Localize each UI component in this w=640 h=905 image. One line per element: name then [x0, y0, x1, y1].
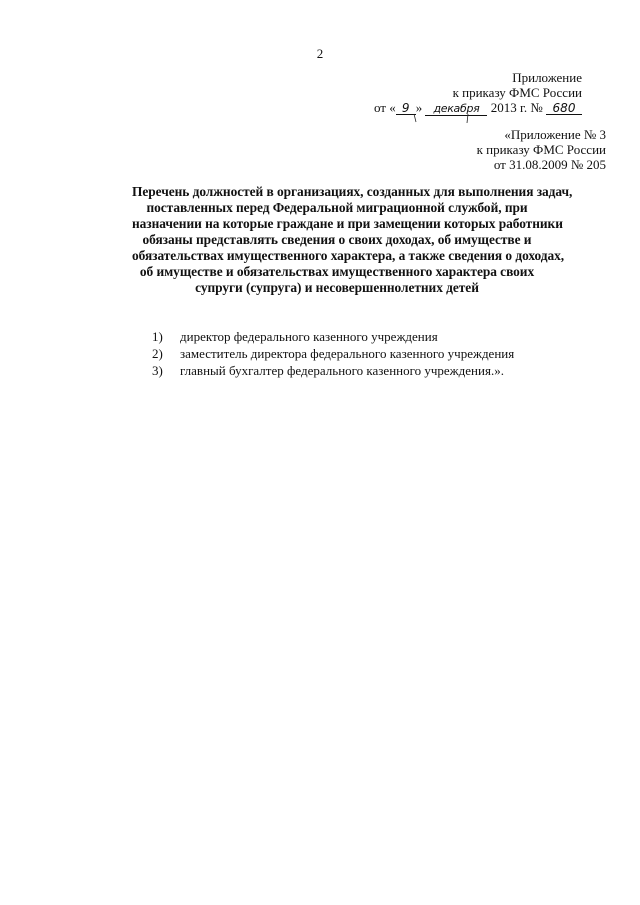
list-item: [152, 328, 514, 345]
year-and-number-label: 2013 г. №: [490, 100, 543, 115]
list-item: [152, 362, 514, 379]
handwritten-month: декабря: [425, 103, 487, 116]
list-item-text: главный бухгалтер федерального казенного учреждения.».: [180, 363, 504, 378]
page-number: 2: [316, 46, 324, 61]
list-item-text: заместитель директора федерального казенного учреждения: [180, 346, 515, 361]
handwriting-marks: [400, 112, 490, 126]
list-item-number: 2): [152, 346, 163, 361]
title-line: обязательствах имущественного характера, а также сведения о доходах,: [132, 248, 565, 263]
previous-appendix-order-ref: к приказу ФМС России: [476, 142, 606, 157]
appendix-label: Приложение: [512, 70, 582, 85]
handwritten-order-number: 680: [546, 102, 582, 115]
list-item-number: 1): [152, 329, 163, 344]
title-line: назначении на которые граждане и при замещении которых работники: [132, 216, 563, 231]
positions-list: [152, 328, 514, 379]
handwritten-day: 9: [396, 102, 416, 115]
title-line: обязаны представлять сведения о своих доходах, об имуществе и: [142, 232, 532, 247]
previous-appendix-date: от 31.08.2009 № 205: [493, 157, 606, 172]
date-quote-close: »: [415, 100, 423, 115]
document-title: [132, 184, 573, 296]
list-item: [152, 345, 514, 362]
title-line: супруги (супруга) и несовершеннолетних детей: [195, 280, 479, 295]
title-line: поставленных перед Федеральной миграционной службой, при: [146, 200, 528, 215]
appendix-order-ref: к приказу ФМС России: [452, 85, 582, 100]
title-line: Перечень должностей в организациях, созданных для выполнения задач,: [132, 184, 573, 199]
list-item-text: директор федерального казенного учреждения: [180, 329, 438, 344]
appendix-header: [374, 70, 582, 116]
list-item-number: 3): [152, 363, 163, 378]
previous-appendix-header: [477, 127, 606, 172]
previous-appendix-label: «Приложение № 3: [504, 127, 606, 142]
date-prefix: от «: [373, 100, 396, 115]
title-line: об имуществе и обязательствах имущественного характера своих: [139, 264, 535, 279]
